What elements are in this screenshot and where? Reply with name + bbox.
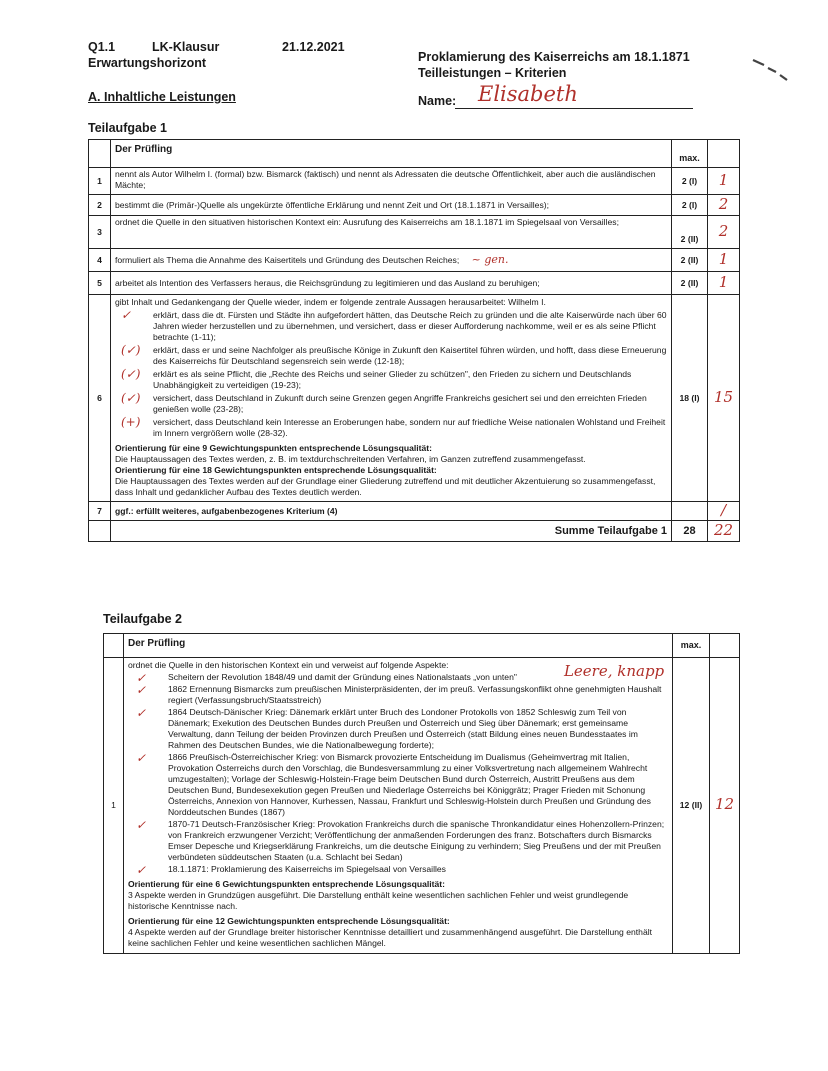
pen-mark-icon [750, 54, 790, 84]
handwritten-note: ~ gen. [471, 253, 509, 266]
orientation-title: Orientierung für eine 12 Gewichtungspunkten entsprechende Lösungsqualität: [127, 916, 450, 926]
row-number: 1 [104, 658, 124, 954]
check-icon: ✓ [135, 751, 147, 765]
table-row [89, 272, 740, 295]
max-points: 2 (II) [672, 272, 708, 295]
orientation-text: 4 Aspekte werden auf der Grundlage breiter historischer Kenntnisse detailliert und zusammenhängend ausgeführt. Die Darstellung enthält keine sachlichen Fehler und keine wesentlichen sachlichen Mängel. [127, 927, 653, 948]
table-row [89, 502, 740, 521]
max-points: 2 (II) [672, 216, 708, 249]
max-points: 12 (II) [673, 658, 710, 954]
section-title: A. Inhaltliche Leistungen [88, 90, 236, 104]
list-item: ✓ 1870-71 Deutsch-Französischer Krieg: Provokation Frankreichs durch die spanische Thronkandidatur eines Hohenzollern-Prinzen; von Frankreich erzwungener Verzicht; Veröffentlichung der anmaßenden Forderungen des franz. Botschafters durch Bismarcks Emser Depesche und Kriegserklärung Frankreichs, um die deutsche Einigung zu verhindern; Sieg Preußens und der mit Preußen verbündeten süddeutschen Staaten (u.a. Schlacht bei Sedan) [135, 818, 665, 862]
check-icon: ✓ [135, 863, 147, 877]
list-item: ✓ 1866 Preußisch-Österreichischer Krieg: von Bismarck provozierte Entscheidung im Dualismus (Geheimvertrag mit Italien, Provokation Österreichs durch den Vorschlag, die Bundesversammlung zu einer Volksvertretung nach allgemeinem Wahlrecht umzugestalten); Vorlage der Schleswig-Holstein-Frage beim Deutschen Bund durch Österreich, Austritt Preußens aus dem Deutschen Bund, Bundesexekution gegen Preußen und Niederlage Österreichs bei Königgrätz; Prager Frieden mit Schonung Österreichs, Annexion von Hannover, Kurhessen, Nassau, Frankfurt und Schleswig-Holstein durch Preußen und Gründung des Norddeutschen Bundes (1867) [135, 751, 651, 817]
given-points: 1 [718, 272, 729, 291]
course-label: Q1.1 [88, 40, 116, 54]
orientation-title: Orientierung für eine 9 Gewichtungspunkten entsprechende Lösungsqualität: [114, 443, 433, 453]
exam-date: 21.12.2021 [282, 40, 345, 54]
given-points: 1 [718, 170, 729, 189]
list-item: (✓) erklärt es als seine Pflicht, die „Rechte des Reichs und seiner Glieder zu schützen", den Frieden zu sichern und Deutschlands Unabhängigkeit zu verteidigen (19-23); [120, 367, 632, 390]
check-icon: (+) [120, 415, 141, 429]
task2-title: Teilaufgabe 2 [103, 612, 182, 626]
column-header-pruefling: Der Prüfling [110, 140, 671, 168]
table-row [89, 195, 740, 216]
topic-subtitle: Teilleistungen – Kriterien [418, 66, 567, 80]
row-number: 2 [89, 195, 111, 216]
check-icon: (✓) [120, 343, 141, 357]
given-points: 12 [714, 795, 735, 813]
list-item: ✓ 1864 Deutsch-Dänischer Krieg: Dänemark erklärt unter Bruch des Londoner Protokolls von 1852 Schleswig zum Teil von Dänemark; Exekution des Deutschen Bundes durch Preußen und Österreich und Sieg über Dänemark; erst gemeinsame Verwaltung, dann Teilung der beiden Provinzen durch Preußen und Österreich (statt Bildung eines neuen Bundesstaates im Rahmen des Deutschen Bundes, wie die Nationalbewegung forderte); [135, 706, 638, 750]
given-points: 15 [713, 387, 734, 406]
given-points: 1 [718, 249, 729, 268]
criterion-intro: ordnet die Quelle in den historischen Kontext ein und verweist auf folgende Aspekte: [127, 660, 449, 670]
orientation-text: Die Hauptaussagen des Textes werden auf der Grundlage einer Gliederung zutreffend und mit deutlicher Akzentuierung so zusammengefasst, dass Inhalt und gedanklicher Aufbau des Textes deutlich werden. [114, 476, 656, 497]
column-header-pruefling: Der Prüfling [123, 634, 672, 658]
list-item: (✓) versichert, dass Deutschland in Zukunft durch seine Grenzen gegen Angriffe Frankreichs gesichert sei und den erreichten Frieden genießen wolle (23-28); [120, 391, 647, 414]
column-header-max: max. [672, 140, 708, 168]
criterion-text: arbeitet als Intention des Verfassers heraus, die Reichsgründung zu legitimieren und das Ausland zu beruhigen; [110, 272, 671, 295]
orientation-text: 3 Aspekte werden in Grundzügen ausgeführt. Die Darstellung enthält keine wesentlichen sachlichen Fehler und weist grundlegende historische Kenntnisse nach. [127, 890, 629, 911]
check-icon: (✓) [120, 391, 141, 405]
orientation-text: Die Hauptaussagen des Textes werden, z. B. im textdurchschreitenden Verfahren, im Ganzen zutreffend zusammengefasst. [114, 454, 586, 464]
check-icon: ✓ [135, 818, 147, 832]
list-item: ✓ erklärt, dass die dt. Fürsten und Städte ihn aufgefordert hätten, das Deutsche Reich zu gründen und die alte Kaiserwürde nach über 60 Jahren wieder herzustellen und zu übernehmen, und versichert, dass er dieser Aufforderung nachkomme, weil er es als seine Pflicht betrachte (1-11); [120, 308, 667, 342]
check-icon: (✓) [120, 367, 141, 381]
task2-table [103, 633, 740, 954]
task1-title: Teilaufgabe 1 [88, 121, 167, 135]
table-header [89, 140, 740, 168]
table-row [89, 168, 740, 195]
criterion-text: nennt als Autor Wilhelm I. (formal) bzw. Bismarck (faktisch) und nennt als Adressaten die deutsche Öffentlichkeit, aber auch die ausländischen Mächte; [110, 168, 671, 195]
row-number: 5 [89, 272, 111, 295]
criterion-intro: gibt Inhalt und Gedankengang der Quelle wieder, indem er folgende zentrale Aussagen herausarbeitet: Wilhelm I. [114, 297, 546, 307]
criterion-text: ordnet die Quelle in den situativen historischen Kontext ein: Ausrufung des Kaiserreichs am 18.1.1871 im Spiegelsaal von Versailles; [110, 216, 671, 249]
max-points: 18 (I) [672, 295, 708, 502]
list-item: (+) versichert, dass Deutschland kein Interesse an Eroberungen habe, sondern nur auf friedliche Weise nationalen Wohlstand und Freiheit im Innern vergrößern wolle (28-32). [120, 415, 666, 438]
task1-table [88, 139, 740, 542]
list-item: ✓ Scheitern der Revolution 1848/49 und damit der Gründung eines Nationalstaats „von unten" [135, 671, 517, 685]
given-points: 2 [718, 221, 729, 240]
subtitle: Erwartungshorizont [88, 56, 207, 70]
row-number: 1 [89, 168, 111, 195]
given-points: 2 [718, 194, 729, 213]
check-icon: ✓ [135, 706, 147, 720]
max-points: 2 (I) [672, 168, 708, 195]
topic-title: Proklamierung des Kaiserreichs am 18.1.1871 [418, 50, 690, 64]
check-icon: ✓ [135, 683, 147, 697]
list-item: ✓ 18.1.1871: Proklamierung des Kaiserreichs im Spiegelsaal von Versailles [135, 863, 446, 877]
row-number: 4 [89, 249, 111, 272]
given-points: / [720, 500, 727, 519]
exam-label: LK-Klausur [152, 40, 220, 54]
column-header-max: max. [673, 634, 710, 658]
row-number: 7 [89, 502, 111, 521]
sum-label: Summe Teilaufgabe 1 [110, 521, 671, 542]
criterion-text: formuliert als Thema die Annahme des Kaisertitels und Gründung des Deutschen Reiches; [114, 255, 460, 265]
criterion-text: bestimmt die (Primär-)Quelle als ungekürzte öffentliche Erklärung und nennt Zeit und Ort (18.1.1871 in Versailles); [110, 195, 671, 216]
max-points: 2 (I) [672, 195, 708, 216]
row-number: 3 [89, 216, 111, 249]
orientation-title: Orientierung für eine 18 Gewichtungspunkten entsprechende Lösungsqualität: [114, 465, 437, 475]
list-item: ✓ 1862 Ernennung Bismarcks zum preußischen Ministerpräsidenten, der im preuß. Verfassungskonflikt ohne genehmigten Haushalt regiert (Verfassungsbruch/Staatsstreich) [135, 683, 662, 705]
row-number: 6 [89, 295, 111, 502]
name-line [455, 108, 693, 109]
table-row [89, 295, 740, 502]
table-row [89, 216, 740, 249]
sum-given: 22 [713, 520, 734, 539]
check-icon: ✓ [120, 308, 132, 322]
student-name: Elisabeth [478, 82, 578, 106]
check-icon: ✓ [135, 671, 147, 685]
table-header [104, 634, 740, 658]
criterion-text: ggf.: erfüllt weiteres, aufgabenbezogenes Kriterium (4) [110, 502, 671, 521]
sum-max: 28 [672, 521, 708, 542]
orientation-title: Orientierung für eine 6 Gewichtungspunkten entsprechende Lösungsqualität: [127, 879, 446, 889]
table-row [89, 249, 740, 272]
table-row [104, 658, 740, 954]
handwritten-note: Leere, knapp [563, 662, 665, 680]
name-label: Name: [418, 94, 457, 108]
sum-row [89, 521, 740, 542]
max-points: 2 (II) [672, 249, 708, 272]
list-item: (✓) erklärt, dass er und seine Nachfolger als preußische Könige in Zukunft den Kaisertitel führen würden, und hofft, dass diese Erneuerung des Kaiserreichs für Deutschland segensreich sein werde (12-18); [120, 343, 667, 366]
